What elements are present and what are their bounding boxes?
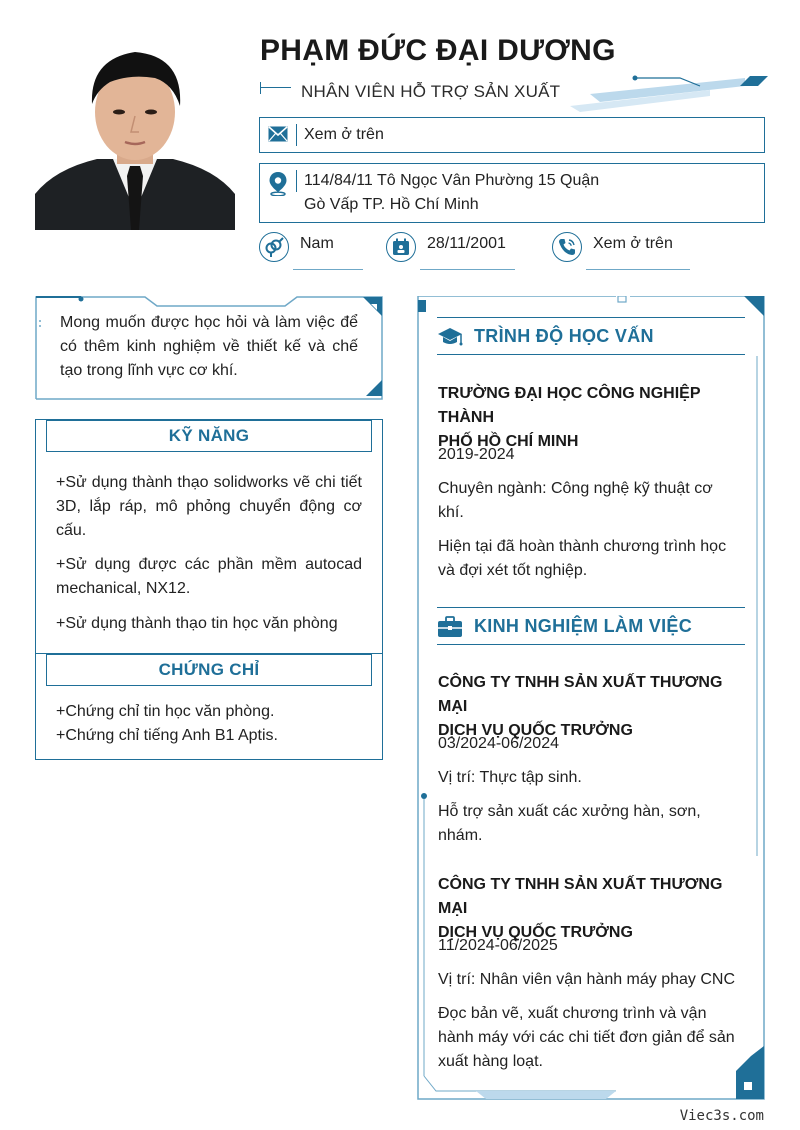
phone-icon	[552, 232, 582, 262]
education-title: TRÌNH ĐỘ HỌC VẤN	[474, 326, 654, 346]
job-description-line-2: nhám.	[438, 827, 483, 844]
gender-icon	[259, 232, 289, 262]
job-position: Vị trí: Nhân viên vận hành máy phay CNC	[438, 971, 736, 988]
underline	[586, 269, 690, 270]
gender-value: Nam	[300, 235, 334, 252]
education-major-line-1: Chuyên ngành: Công nghệ kỹ thuật cơ	[438, 480, 713, 497]
job-company-line-2: DỊCH VỤ QUỐC TRƯỞNG	[438, 722, 633, 739]
profile-photo	[35, 34, 235, 230]
job-description	[438, 800, 748, 848]
address-box	[259, 163, 765, 223]
title-decoration	[260, 82, 282, 94]
job-description-line-2: hành máy với các chi tiết đơn giản để sản	[438, 1029, 735, 1046]
certificates-title: CHỨNG CHỈ	[46, 654, 372, 686]
skills-title: KỸ NĂNG	[46, 420, 372, 452]
certificate-item: +Chứng chỉ tin học văn phòng.	[56, 703, 275, 720]
address-line-2: Gò Vấp TP. Hồ Chí Minh	[304, 196, 479, 213]
school-name-line-2: PHỐ HỒ CHÍ MINH	[438, 433, 579, 450]
separator	[296, 170, 297, 192]
email-box	[259, 117, 765, 153]
education-period: 2019-2024	[438, 446, 515, 463]
job-description	[438, 1002, 748, 1074]
phone-value: Xem ở trên	[593, 235, 673, 252]
job-company-line-1: CÔNG TY TNHH SẢN XUẤT THƯƠNG MẠI	[438, 674, 723, 715]
experience-header	[437, 607, 745, 645]
map-pin-icon	[260, 164, 296, 222]
education-major	[438, 477, 748, 525]
header-decoration	[560, 72, 770, 112]
job-description-line-1: Đọc bản vẽ, xuất chương trình và vận	[438, 1005, 707, 1022]
job-description-line-3: xuất hàng loạt.	[438, 1053, 543, 1070]
objective-text: Mong muốn được học hỏi và làm việc để có thêm kinh nghiệm về thiết kế và chế tạo trong lĩnh vực cơ khí.	[60, 314, 358, 379]
email-value: Xem ở trên	[304, 126, 384, 143]
education-status-line-1: Hiện tại đã hoàn thành chương trình học	[438, 538, 727, 555]
briefcase-icon	[437, 616, 463, 643]
job-company-line-1: CÔNG TY TNHH SẢN XUẤT THƯƠNG MẠI	[438, 876, 723, 917]
underline	[293, 269, 363, 270]
education-status-line-2: và đợi xét tốt nghiệp.	[438, 562, 588, 579]
footer-watermark: Viec3s.com	[679, 1108, 764, 1124]
skill-item: +Sử dụng thành thạo solidworks vẽ chi tiết 3D, lắp ráp, mô phỏng chuyển động cơ cấu.	[56, 474, 362, 539]
skill-item: +Sử dụng thành thạo tin học văn phòng	[56, 615, 338, 632]
certificate-item: +Chứng chỉ tiếng Anh B1 Aptis.	[56, 727, 278, 744]
experience-title: KINH NGHIỆM LÀM VIỆC	[474, 616, 693, 636]
address-line-1: 114/84/11 Tô Ngọc Vân Phường 15 Quận	[304, 172, 600, 189]
calendar-icon	[386, 232, 416, 262]
envelope-icon	[260, 118, 296, 152]
job-period: 11/2024-06/2025	[438, 937, 558, 954]
school-name-line-1: TRƯỜNG ĐẠI HỌC CÔNG NGHIỆP THÀNH	[438, 385, 701, 426]
job-period: 03/2024-06/2024	[438, 735, 559, 752]
separator	[296, 124, 297, 146]
education-header	[437, 317, 745, 355]
birthday-value: 28/11/2001	[427, 235, 506, 252]
candidate-name: PHẠM ĐỨC ĐẠI DƯƠNG	[260, 34, 616, 67]
underline	[420, 269, 515, 270]
address-value	[304, 164, 764, 222]
skill-item: +Sử dụng được các phần mềm autocad mechanical, NX12.	[56, 556, 362, 597]
job-company-line-2: DỊCH VỤ QUỐC TRƯỞNG	[438, 924, 633, 941]
job-position: Vị trí: Thực tập sinh.	[438, 769, 582, 786]
job-description-line-1: Hỗ trợ sản xuất các xưởng hàn, sơn,	[438, 803, 701, 820]
education-status	[438, 535, 748, 583]
graduation-cap-icon	[437, 326, 463, 353]
education-major-line-2: khí.	[438, 504, 464, 521]
job-title: NHÂN VIÊN HỖ TRỢ SẢN XUẤT	[301, 82, 561, 101]
